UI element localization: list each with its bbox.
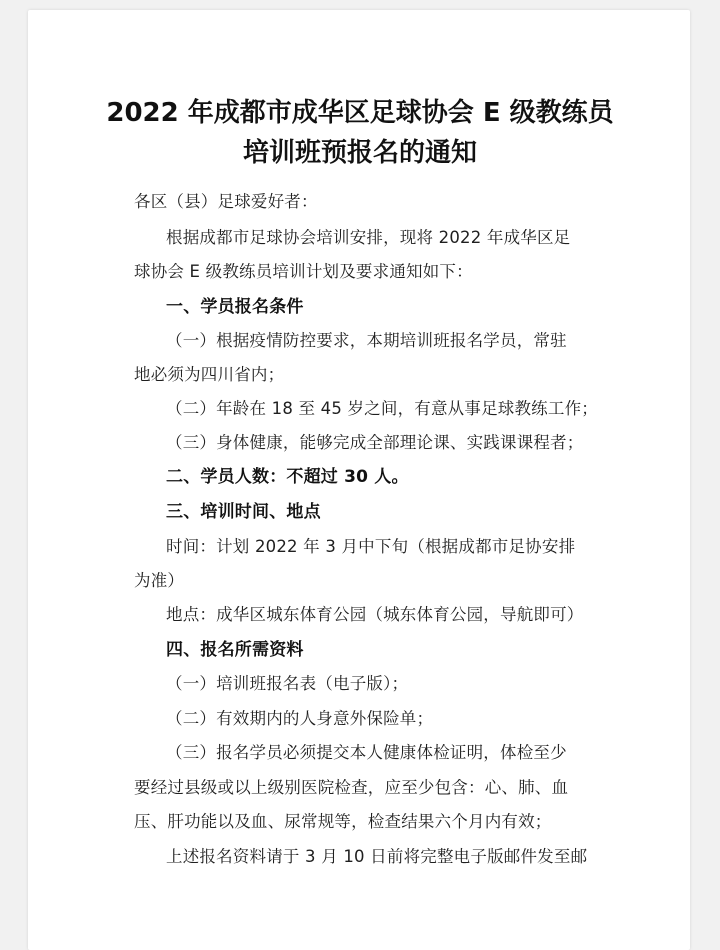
document-title-line-1: 2022 年成都市成华区足球协会 E 级教练员 <box>106 98 614 128</box>
place-line: 地点：成华区城东体育公园（城东体育公园，导航即可） <box>166 605 584 624</box>
section-heading-4: 四、报名所需资料 <box>166 640 304 660</box>
section4-item3-line-2: 要经过县级或以上级别医院检查，应至少包含：心、肺、血 <box>134 778 569 797</box>
section1-item1-line-1: （一）根据疫情防控要求，本期培训班报名学员，常驻 <box>166 331 567 350</box>
document-title-line-2: 培训班预报名的通知 <box>242 138 477 168</box>
closing-line-1: 上述报名资料请于 3 月 10 日前将完整电子版邮件发至邮 <box>166 847 588 866</box>
intro-line-2: 球协会 E 级教练员培训计划及要求通知如下： <box>134 262 473 281</box>
section4-item3-line-3: 压、肝功能以及血、尿常规等，检查结果六个月内有效； <box>134 812 552 831</box>
section1-item1-line-2: 地必须为四川省内； <box>134 365 285 384</box>
time-line-2: 为准） <box>134 571 185 590</box>
section4-item1: （一）培训班报名表（电子版）； <box>166 674 409 693</box>
section-heading-2: 二、学员人数：不超过 30 人。 <box>166 467 409 487</box>
intro-line-1: 根据成都市足球协会培训安排，现将 2022 年成华区足 <box>166 228 571 247</box>
section1-item3: （三）身体健康，能够完成全部理论课、实践课课程者； <box>166 433 584 452</box>
section-heading-3: 三、培训时间、地点 <box>166 502 321 522</box>
salutation: 各区（县）足球爱好者： <box>134 192 318 211</box>
section1-item2: （二）年龄在 18 至 45 岁之间，有意从事足球教练工作； <box>166 399 598 418</box>
section-heading-1: 一、学员报名条件 <box>166 297 304 317</box>
time-line-1: 时间：计划 2022 年 3 月中下旬（根据成都市足协安排 <box>166 537 576 556</box>
section4-item2: （二）有效期内的人身意外保险单； <box>166 709 434 728</box>
section4-item3-line-1: （三）报名学员必须提交本人健康体检证明，体检至少 <box>166 743 567 762</box>
